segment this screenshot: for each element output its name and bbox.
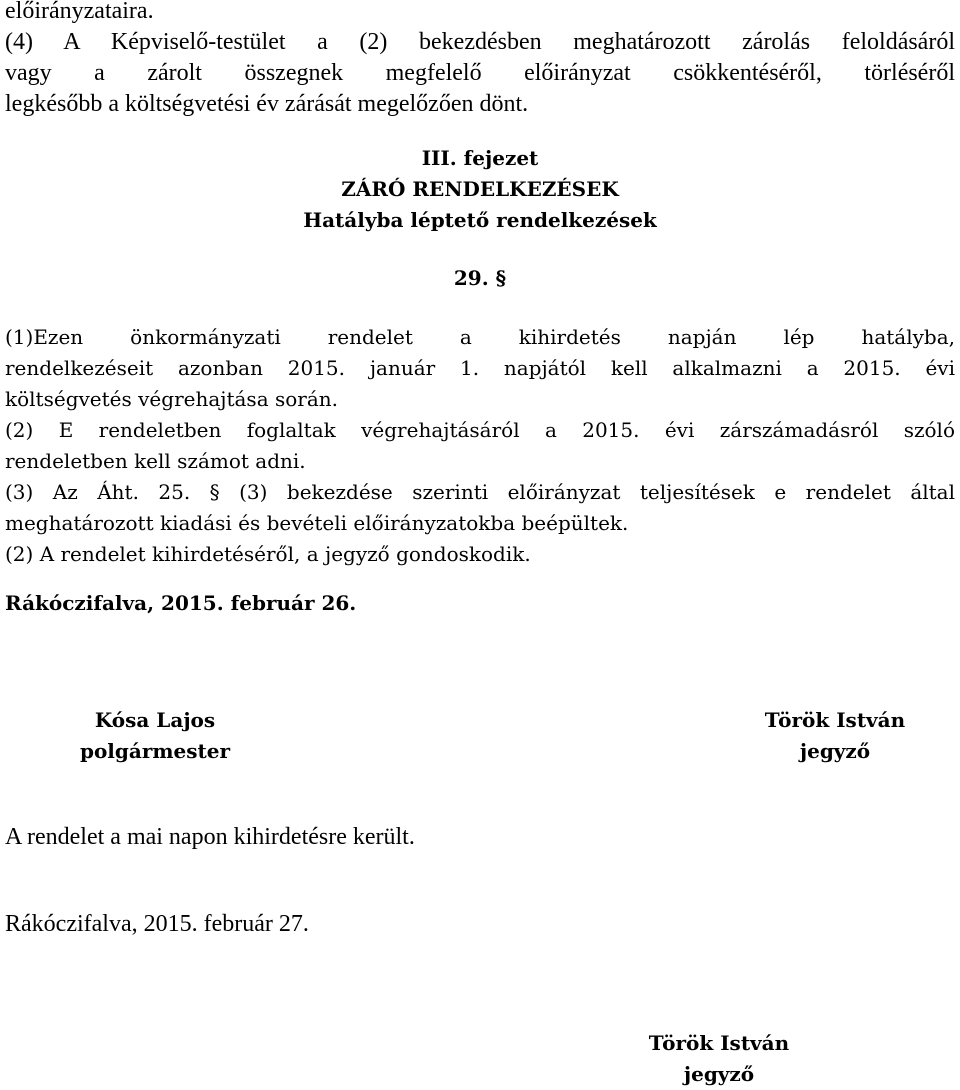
mayor-signature	[30, 705, 280, 767]
chapter-number: III. fejezet	[421, 146, 539, 170]
notary-signature	[710, 705, 960, 767]
paragraph-4-line-3: legkésőbb a költségvetési év zárását megelőzően dönt.	[5, 91, 529, 117]
section-heading	[5, 263, 955, 294]
place-date	[5, 588, 955, 619]
intro-line: előirányzataira.	[5, 0, 154, 24]
section-paragraph-2-line-2: rendeletben kell számot adni.	[5, 449, 306, 473]
place-date-text: Rákóczifalva, 2015. február 26.	[5, 591, 357, 615]
promulgation-sentence: A rendelet a mai napon kihirdetésre került.	[5, 824, 415, 850]
promulgation-date	[5, 909, 955, 940]
mayor-name: Kósa Lajos	[94, 708, 216, 732]
promulgation-notary-title: jegyző	[683, 1062, 755, 1086]
section-paragraph-1-line-1: (1)Ezen önkormányzati rendelet a kihirdetés napján lép hatályba,	[5, 325, 955, 349]
promulgation-notary-name: Török István	[648, 1031, 790, 1055]
promulgation-text	[5, 822, 955, 853]
paragraph-4-line-2: vagy a zárolt összegnek megfelelő előirányzat csökkentéséről, törléséről	[5, 60, 955, 86]
section-paragraph-2-line-1: (2) E rendeletben foglaltak végrehajtásáról a 2015. évi zárszámadásról szóló	[5, 418, 955, 442]
section-paragraph-3-line-2: meghatározott kiadási és bevételi előirányzatokba beépültek.	[5, 511, 629, 535]
paragraph-4-line-1: (4) A Képviselő-testület a (2) bekezdésben meghatározott zárolás feloldásáról	[5, 29, 955, 55]
mayor-title: polgármester	[79, 739, 231, 763]
chapter-heading	[5, 143, 955, 236]
intro-block	[5, 0, 955, 120]
promulgation-date-text: Rákóczifalva, 2015. február 27.	[5, 911, 309, 937]
section-number: 29. §	[453, 266, 507, 290]
promulgation-signature	[594, 1028, 844, 1090]
section-paragraph-1-line-2: rendelkezéseit azonban 2015. január 1. napjától kell alkalmazni a 2015. évi	[5, 356, 955, 380]
notary-name: Török István	[764, 708, 906, 732]
section-paragraph-4-line-1: (2) A rendelet kihirdetéséről, a jegyző gondoskodik.	[5, 542, 531, 566]
chapter-subtitle: Hatályba léptető rendelkezések	[303, 208, 657, 232]
notary-title: jegyző	[799, 739, 871, 763]
section-paragraph-1-line-3: költségvetés végrehajtása során.	[5, 387, 338, 411]
section-paragraph-3-line-1: (3) Az Áht. 25. § (3) bekezdése szerinti előirányzat teljesítések e rendelet által	[5, 480, 955, 504]
chapter-title: ZÁRÓ RENDELKEZÉSEK	[341, 177, 619, 201]
section-body	[5, 322, 955, 570]
